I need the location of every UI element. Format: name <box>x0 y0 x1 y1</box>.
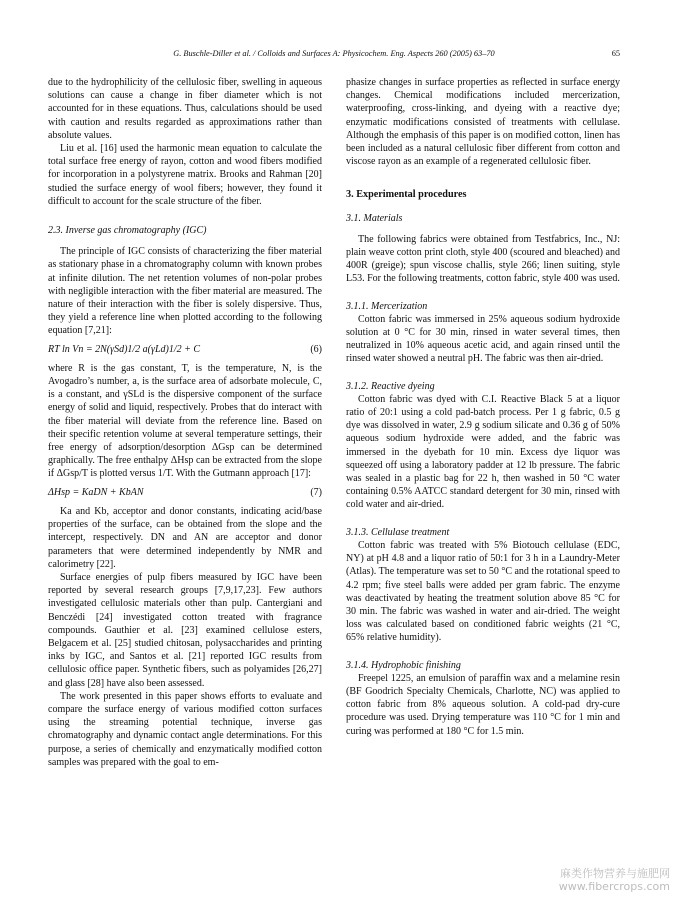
watermark-line-1: 麻类作物营养与施肥网 <box>560 867 670 880</box>
paragraph: where R is the gas constant, T, is the temperature, N, is the Avogadro’s number, a, is the surface area of adsorbate molecule, C, is a constant, and γSLd is the dispersive component of the surface energy of solid and liquid, respectively. Probes that do interact with the fiber material will deviate from the reference line. Based on their specific retention volume at several temperature settings, their free energy of adsorption/desorption ΔGsp can be determined graphically. The free enthalpy ΔHsp can be extracted from the slope if ΔGsp/T is plotted versus 1/T. With the Gutmann approach [17]: <box>48 362 322 480</box>
paragraph: Ka and Kb, acceptor and donor constants, indicating acid/base properties of the surface, can be obtained from the slope and the intercept, respectively. DN and AN are acceptor and donor parameters that were determined independently by NMR and calorimetry [22]. <box>48 505 322 570</box>
subsection-heading-reactive-dyeing: 3.1.2. Reactive dyeing <box>346 380 435 392</box>
paragraph: Surface energies of pulp fibers measured by IGC have been reported by several research groups [7,9,17,23]. Few authors investigated cellulosic materials other than pulp. Cantergiani and Benczédi [24] investigated cotton treated with fragrance compounds. Gauthier et al. [23] examined cellulose esters, Belgacem et al. [25] studied chitosan, polysaccharides and printing inks by IGC, and Santos et al. [21] reported IGC results from cellulosic office paper. Synthetic fibers, such as polyamides [26,27] and glass [28] have also been assessed. <box>48 571 322 689</box>
equation-text: RT ln Vn = 2N(γSd)1/2 a(γLd)1/2 + C <box>48 343 201 355</box>
subsection-heading-mercerization: 3.1.1. Mercerization <box>346 300 428 312</box>
right-column <box>346 76 620 738</box>
paragraph: Liu et al. [16] used the harmonic mean equation to calculate the total surface free energy of rayon, cotton and wood fibers modified for incorporation in a polystyrene matrix. Brooks and Rahman [20] studied the surface energy of wool fibers; however, they found it difficult to account for the scale structure of the fiber. <box>48 143 322 207</box>
subsection-heading-cellulase: 3.1.3. Cellulase treatment <box>346 526 450 538</box>
section-heading-igc: 2.3. Inverse gas chromatography (IGC) <box>48 225 207 237</box>
subsection-heading-hydrophobic: 3.1.4. Hydrophobic finishing <box>346 659 461 671</box>
running-header <box>48 49 620 58</box>
equation-6 <box>48 343 322 356</box>
equation-number: (6) <box>310 343 322 355</box>
paragraph: The following fabrics were obtained from Testfabrics, Inc., NJ: plain weave cotton print cloth, style 400 (scoured and bleached) and 400R (greige); spun viscose challis, style 266; linen suiting, style L53. For the following treatments, cotton fabric, style 400 was used. <box>346 233 620 285</box>
paragraph: Cotton fabric was treated with 5% Biotouch cellulase (EDC, NY) at pH 4.8 and a liquor ratio of 50:1 for 3 h in a Laundry-Meter (Atlas). The temperature was set to 50 °C and the rotational speed to 4.2 rpm; five steel balls were added per gram fabric. The enzyme was deactivated by heating the treatment solution above 85 °C for 30 min. The fabric was washed in water and air-dried. The weight loss was calculated based on conditioned fabric weights (21 °C, 65% relative humidity). <box>346 539 621 644</box>
watermark <box>559 867 670 893</box>
equation-text: ΔHsp = KaDN + KbAN <box>48 486 144 498</box>
paragraph: due to the hydrophilicity of the cellulosic fiber, swelling in aqueous solutions can cause a change in fiber diameter which is not accounted for in these equations. Thus, calculations should be used with caution and results regarded as approximations rather than absolute values. <box>48 77 322 141</box>
paragraph: Cotton fabric was dyed with C.I. Reactive Black 5 at a liquor ratio of 20:1 using a cold pad-batch process. Per 1 g fabric, 0.5 g dye was dissolved in water, 2.9 g sodium silicate and 0.36 g of 50% aqueous sodium hydroxide were added, and the fabric was immersed in the dyebath for 10 min. Excess dye liquor was squeezed off using a laboratory padder at 12 lb pressure. The fabric was sealed in a plastic bag for 22 h, then washed in 50 °C water containing 0.5% AATCC standard detergent for 30 min, rinsed with cold water and air-dried. <box>346 393 620 511</box>
left-column <box>48 76 322 769</box>
section-heading-experimental: 3. Experimental procedures <box>346 189 467 201</box>
equation-7 <box>48 486 322 499</box>
paragraph: Freepel 1225, an emulsion of paraffin wax and a melamine resin (BF Goodrich Specialty Chemicals, Charlotte, NC) was applied to cotton fabric from 8% aqueous solution. A cold-pad dry-cure procedure was used. Drying temperature was 110 °C for 1 min and curing was performed at 180 °C for 1.5 min. <box>346 672 620 737</box>
equation-number: (7) <box>310 486 322 498</box>
paragraph: Cotton fabric was immersed in 25% aqueous sodium hydroxide solution at 0 °C for 30 min, rinsed in water several times, then neutralized in 10% aqueous acetic acid, and again rinsed until the rinsed water showed a neutral pH. The fabric was then air-dried. <box>346 313 620 365</box>
paragraph: The principle of IGC consists of characterizing the fiber material as stationary phase in a chromatography column with known probes at infinite dilution. The net retention volumes of non-polar probes with negligible interaction with the fiber material are measured. The nature of their interaction with the fiber is solely dispersive. Thus, they yield a reference line when plotted according to the following equation [7,21]: <box>48 246 322 337</box>
running-title: G. Buschle-Diller et al. / Colloids and Surfaces A: Physicochem. Eng. Aspects 260 (2005) 63–70 <box>173 49 495 58</box>
paragraph: The work presented in this paper shows efforts to evaluate and compare the surface energy of various modified cotton surfaces using the streaming potential technique, inverse gas chromatography and dynamic contact angle determinations. For this purpose, a series of chemically and enzymatically modified cotton samples was prepared with the goal to em- <box>48 690 322 768</box>
subsection-heading-materials: 3.1. Materials <box>346 212 403 224</box>
page-number: 65 <box>611 49 620 58</box>
watermark-line-2: www.fibercrops.com <box>558 880 670 893</box>
paragraph: phasize changes in surface properties as reflected in surface energy changes. Chemical modifications included mercerization, waterproofing, cross-linking, and dyeing with a reactive dye; enzymatic modifications consisted of treatments with cellulase. Although the emphasis of this paper is on modified cotton, linen has been included as a natural cellulosic fiber different from cotton and viscose rayon as an example of a regenerated cellulosic fiber. <box>346 77 620 168</box>
